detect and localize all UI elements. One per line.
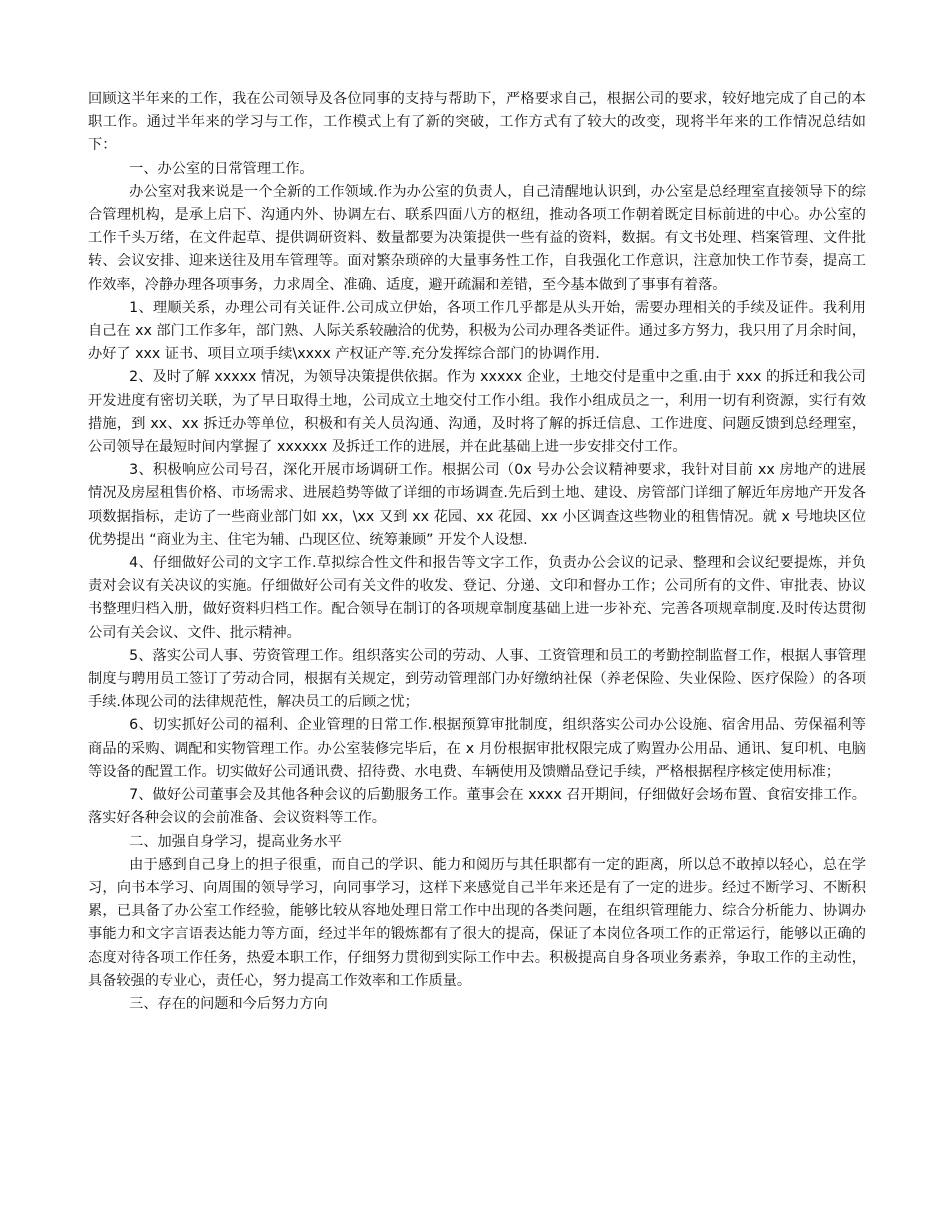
section-2-paragraph: 由于感到自己身上的担子很重，而自己的学识、能力和阅历与其任职都有一定的距离，所以总不敢掉以轻心，总在学习，向书本学习、向周围的领导学习，向同事学习，这样下来感觉自己半年来还是有了一定的进步。经过不断学习、不断积累，已具备了办公室工作经验，能够比较从容地处理日常工作中出现的各类问题，在组织管理能力、综合分析能力、协调办事能力和文字言语表达能力等方面，经过半年的锻炼都有了很大的提高，保证了本岗位各项工作的正常运行，能够以正确的态度对待各项工作任务，热爱本职工作，仔细努力贯彻到实际工作中去。积极提高自身各项业务素养，争取工作的主动性，具备较强的专业心，责任心，努力提高工作效率和工作质量。 <box>88 856 866 989</box>
intro-paragraph: 回顾这半年来的工作，我在公司领导及各位同事的支持与帮助下，严格要求自己，根据公司的要求，较好地完成了自己的本职工作。通过半年来的学习与工作，工作模式上有了新的突破，工作方式有了较大的改变，现将半年来的工作情况总结如下： <box>88 91 866 154</box>
list-item-2: 2、及时了解 xxxxx 情况，为领导决策提供依据。作为 xxxxx 企业，土地交付是重中之重.由于 xxx 的拆迁和我公司开发进度有密切关联，为了早日取得土地，公司成立土地交付工作小组。我作小组成员之一，利用一切有利资源，实行有效措施，到 xx、xx 拆迁办等单位，积极和有关人员沟通、沟通，及时将了解的拆迁信息、工作进度、问题反馈到总经理室，公司领导在最短时间内掌握了 xxxxxx 及拆迁工作的进展，并在此基础上进一步安排交付工作。 <box>88 369 866 456</box>
list-item-7: 7、做好公司董事会及其他各种会议的后勤服务工作。董事会在 xxxx 召开期间，仔细做好会场布置、食宿安排工作。落实好各种会议的会前准备、会议资料等工作。 <box>88 787 866 827</box>
list-item-1: 1、理顺关系，办理公司有关证件.公司成立伊始，各项工作几乎都是从头开始，需要办理相关的手续及证件。我利用自己在 xx 部门工作多年，部门熟、人际关系较融洽的优势，积极为公司办理各类证件。通过多方努力，我只用了月余时间，办好了 xxx 证书、项目立项手续\xxxx 产权证产等.充分发挥综合部门的协调作用. <box>88 299 866 363</box>
list-item-3: 3、积极响应公司号召，深化开展市场调研工作。根据公司（0x 号办公会议精神要求，我针对目前 xx 房地产的进展情况及房屋租售价格、市场需求、进展趋势等做了详细的市场调查.先后到土地、建设、房管部门详细了解近年房地产开发各项数据指标，走访了一些商业部门如 xx，\xx 又到 xx 花园、xx 花园、xx 小区调查这些物业的租售情况。就 x 号地块区位优势提出 “商业为主、住宅为辅、凸现区位、统筹兼顾” 开发个人设想. <box>88 462 866 548</box>
list-item-6: 6、切实抓好公司的福利、企业管理的日常工作.根据预算审批制度，组织落实公司办公设施、宿舍用品、劳保福利等商品的采购、调配和实物管理工作。办公室装修完毕后，在 x 月份根据审批权限完成了购置办公用品、通讯、复印机、电脑等设备的配置工作。切实做好公司通讯费、招待费、水电费、车辆使用及馈赠品登记手续，严格根据程序核定使用标准； <box>88 717 866 780</box>
section-1-heading: 一、办公室的日常管理工作。 <box>129 160 314 177</box>
section-3-heading: 三、存在的问题和今后努力方向 <box>129 995 328 1012</box>
list-item-5: 5、落实公司人事、劳资管理工作。组织落实公司的劳动、人事、工资管理和员工的考勤控制监督工作，根据人事管理制度与聘用员工签订了劳动合同，根据有关规定，到劳动管理部门办好缴纳社保（养老保险、失业保险、医疗保险）的各项手续.体现公司的法律规范性，解决员工的后顾之忧； <box>88 647 866 711</box>
document-body <box>88 88 866 1016</box>
section-1-paragraph: 办公室对我来说是一个全新的工作领域.作为办公室的负责人，自己清醒地认识到，办公室是总经理室直接领导下的综合管理机构，是承上启下、沟通内外、协调左右、联系四面八方的枢纽，推动各项工作朝着既定目标前进的中心。办公室的工作千头万绪，在文件起草、提供调研资料、数量都要为决策提供一些有益的资料，数据。有文书处理、档案管理、文件批转、会议安排、迎来送往及用车管理等。面对繁杂琐碎的大量事务性工作，自我强化工作意识，注意加快工作节奏，提高工作效率，冷静办理各项事务，力求周全、准确、适度，避开疏漏和差错，至今基本做到了事事有着落。 <box>88 183 866 293</box>
list-item-4: 4、仔细做好公司的文字工作.草拟综合性文件和报告等文字工作，负责办公会议的记录、整理和会议纪要提炼，并负责对会议有关决议的实施。仔细做好公司有关文件的收发、登记、分递、文印和督办工作；公司所有的文件、审批表、协议书整理归档入册，做好资料归档工作。配合领导在制订的各项规章制度基础上进一步补充、完善各项规章制度.及时传达贯彻公司有关会议、文件、批示精神。 <box>88 555 866 641</box>
section-2-heading: 二、加强自身学习，提高业务水平 <box>129 833 342 850</box>
